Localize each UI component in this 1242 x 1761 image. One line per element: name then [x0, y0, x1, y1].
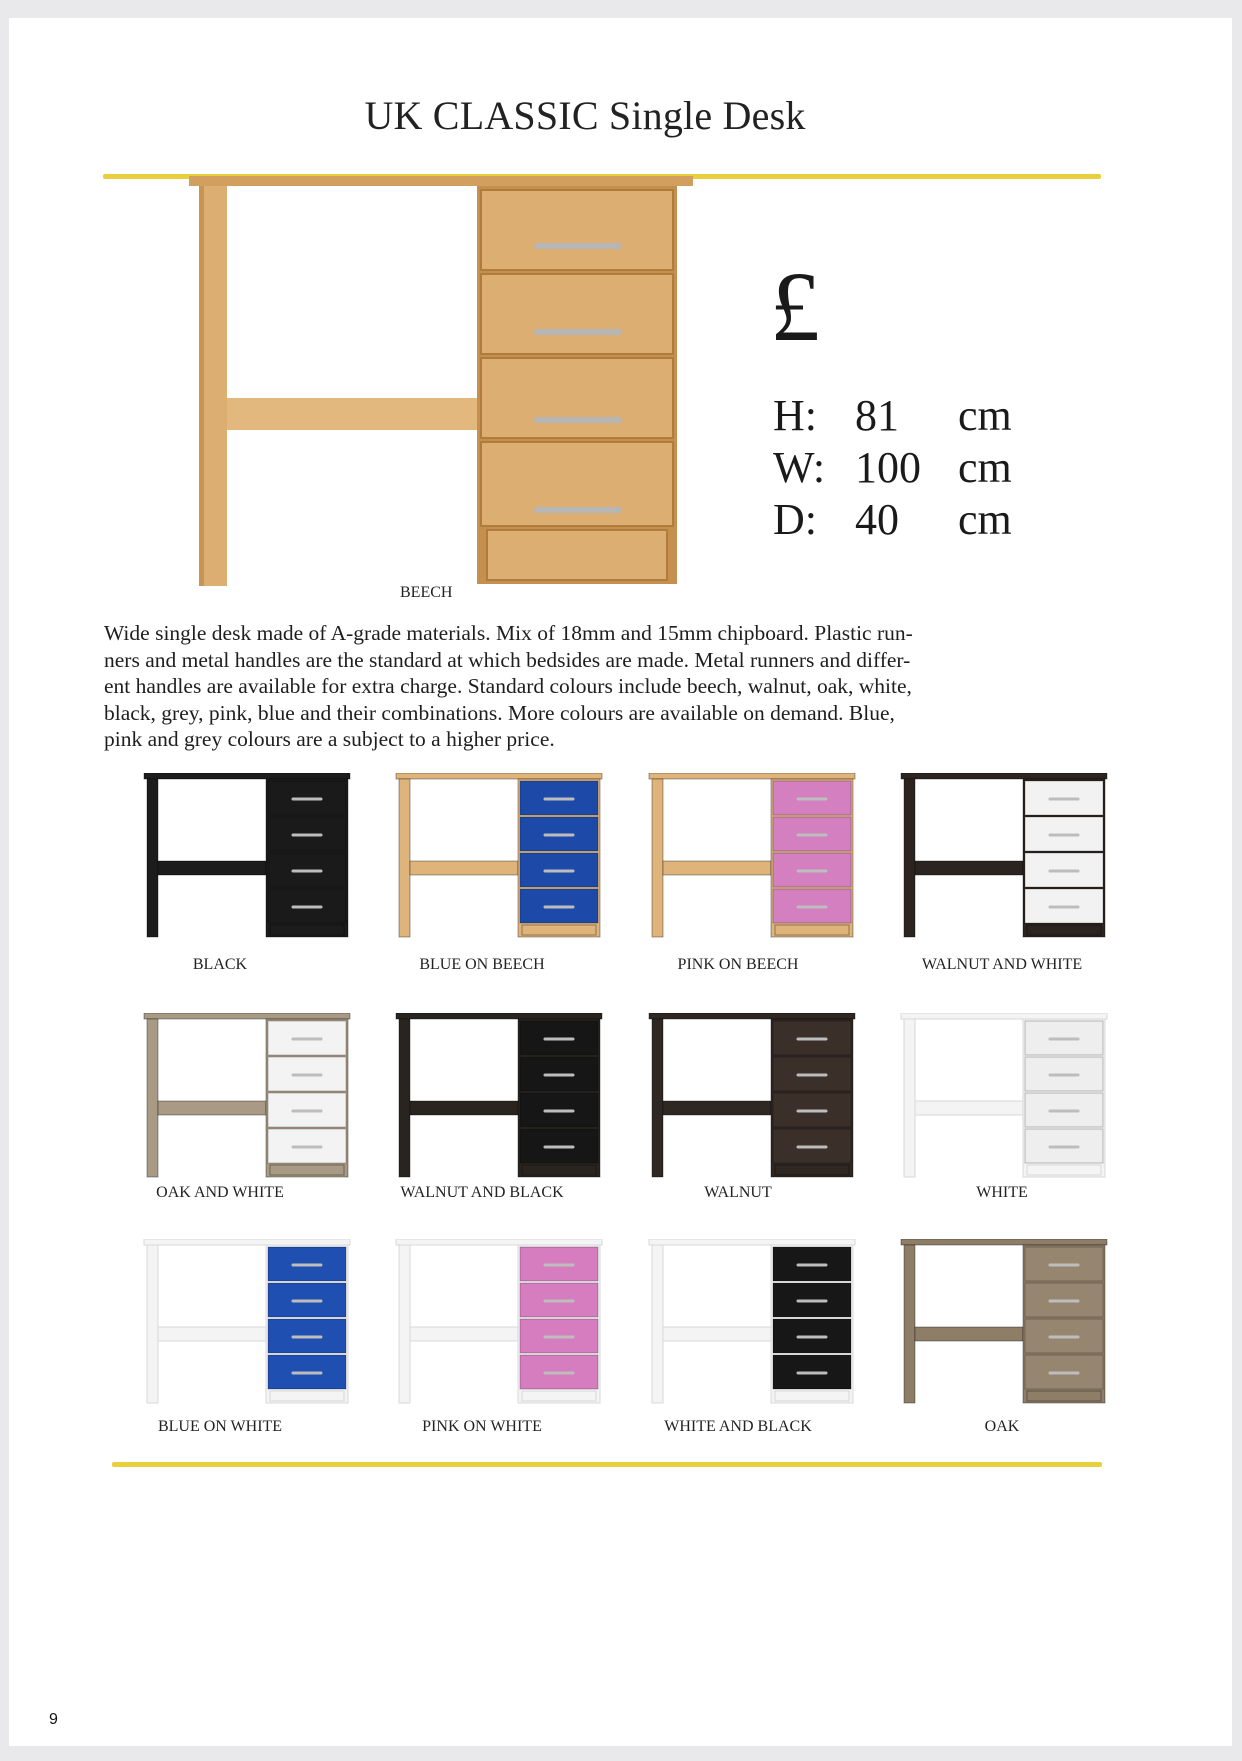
variant-label: OAK — [984, 1418, 1020, 1435]
dimension-value: 100 — [855, 443, 921, 492]
variant-label: WALNUT AND WHITE — [921, 956, 1083, 973]
variant-desk-image — [143, 773, 353, 943]
description-line: ent handles are available for extra charge. Standard colours include beech, walnut, oak, white, — [104, 674, 912, 699]
variant-label: BLUE ON BEECH — [419, 956, 545, 973]
dimension-key: H: — [773, 391, 817, 440]
description-line: pink and grey colours are a subject to a higher price. — [104, 727, 555, 752]
price-symbol: £ — [770, 251, 820, 362]
dimension-key: D: — [773, 495, 817, 544]
variant-label: WHITE AND BLACK — [664, 1418, 812, 1435]
description-line: Wide single desk made of A-grade materials. Mix of 18mm and 15mm chipboard. Plastic run- — [104, 621, 913, 645]
variant-label: BLACK — [192, 956, 248, 973]
dimension-key: W: — [773, 443, 826, 492]
variant-desk-image — [395, 1239, 605, 1409]
variant-desk-image — [395, 773, 605, 943]
variant-desk-image — [900, 773, 1110, 943]
variant-label: WALNUT — [704, 1184, 772, 1201]
variant-label: OAK AND WHITE — [156, 1184, 284, 1201]
dimension-unit: cm — [958, 495, 1012, 544]
description-line: black, grey, pink, blue and their combinations. More colours are available on demand. Blue, — [104, 700, 895, 725]
main-desk-image — [187, 176, 697, 596]
variant-desk-image — [648, 1013, 858, 1183]
main-image-caption: BEECH — [400, 584, 453, 601]
variant-desk-image — [900, 1239, 1110, 1409]
description-line: ners and metal handles are the standard at which bedsides are made. Metal runners and differ- — [104, 647, 911, 672]
page-title: UK CLASSIC Single Desk — [364, 93, 806, 138]
variant-desk-image — [900, 1013, 1110, 1183]
variant-desk-image — [143, 1239, 353, 1409]
product-description — [104, 620, 1104, 753]
variant-label: PINK ON WHITE — [422, 1418, 542, 1435]
dimension-value: 40 — [855, 495, 899, 544]
dimension-unit: cm — [958, 391, 1012, 440]
dimension-unit: cm — [958, 443, 1012, 492]
variant-label: WALNUT AND BLACK — [400, 1184, 564, 1201]
variant-label: WHITE — [976, 1184, 1028, 1201]
variant-desk-image — [648, 1239, 858, 1409]
variant-desk-image — [143, 1013, 353, 1183]
dimension-value: 81 — [855, 391, 899, 440]
bottom-divider — [112, 1462, 1102, 1467]
variant-label: PINK ON BEECH — [677, 956, 799, 973]
variant-desk-image — [648, 773, 858, 943]
variant-desk-image — [395, 1013, 605, 1183]
page-number: 9 — [49, 1711, 58, 1728]
variant-label: BLUE ON WHITE — [157, 1418, 283, 1435]
